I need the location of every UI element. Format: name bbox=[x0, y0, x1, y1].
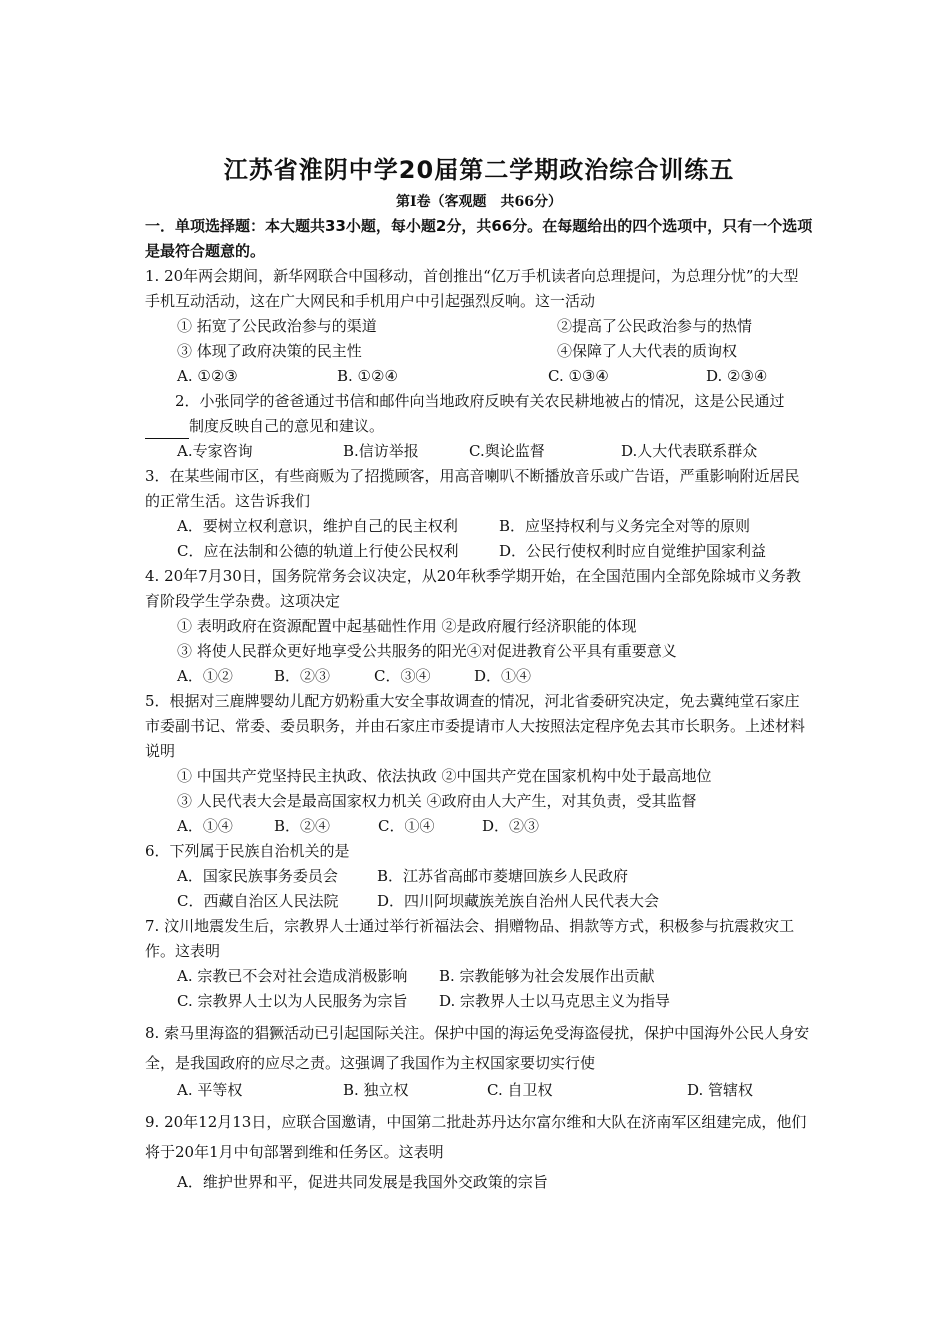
option-b: B．②④ bbox=[274, 817, 331, 835]
question-6-options-cd bbox=[145, 889, 813, 914]
question-3-stem: 3．在某些闹市区，有些商贩为了招揽顾客，用高音喇叭不断播放音乐或广告语，严重影响附近居民的正常生活。这告诉我们 bbox=[145, 467, 800, 510]
exam-page bbox=[145, 150, 813, 1197]
question-1 bbox=[145, 264, 813, 389]
option-c: C. 自卫权 bbox=[487, 1081, 553, 1099]
question-3-options-cd bbox=[145, 539, 813, 564]
question-7-options-cd bbox=[145, 989, 813, 1014]
question-2-options bbox=[145, 439, 813, 464]
question-8 bbox=[145, 1018, 813, 1103]
option-c: C. 宗教界人士以为人民服务为宗旨 bbox=[177, 992, 408, 1010]
question-1-options bbox=[145, 364, 813, 389]
statement-3: ③ 体现了政府决策的民主性 bbox=[177, 342, 362, 360]
option-c: C.舆论监督 bbox=[469, 442, 545, 460]
statement-1: ① 拓宽了公民政治参与的渠道 bbox=[177, 317, 377, 335]
question-2 bbox=[145, 389, 813, 464]
question-8-options bbox=[145, 1078, 813, 1103]
question-5-options bbox=[145, 814, 813, 839]
page-title: 江苏省淮阴中学20届第二学期政治综合训练五 bbox=[223, 156, 735, 184]
option-d: D. ②③④ bbox=[706, 367, 768, 385]
option-d: D．②③ bbox=[482, 817, 540, 835]
part-heading: 第Ⅰ卷（客观题 共66分） bbox=[395, 194, 563, 210]
question-7-options-ab bbox=[145, 964, 813, 989]
question-1-statements-b bbox=[145, 339, 813, 364]
option-a: A. 平等权 bbox=[177, 1081, 243, 1099]
option-b: B. 独立权 bbox=[343, 1081, 409, 1099]
question-3 bbox=[145, 464, 813, 564]
statement-2: ②提高了公民政治参与的热情 bbox=[557, 317, 753, 335]
option-c: C. ①③④ bbox=[548, 367, 609, 385]
option-a: A．国家民族事务委员会 bbox=[177, 867, 338, 885]
option-d: D．①④ bbox=[474, 667, 532, 685]
option-b: B.信访举报 bbox=[343, 442, 419, 460]
question-9 bbox=[145, 1107, 813, 1197]
question-4 bbox=[145, 564, 813, 689]
question-4-statements-34: ③ 将使人民群众更好地享受公共服务的阳光④对促进教育公平具有重要意义 bbox=[177, 642, 677, 660]
question-9-stem: 9. 20年12月13日，应联合国邀请，中国第二批赴苏丹达尔富尔维和大队在济南军区组建完成，他们将于20年1月中旬部署到维和任务区。这表明 bbox=[145, 1113, 807, 1161]
question-6 bbox=[145, 839, 813, 914]
option-d: D.人大代表联系群众 bbox=[621, 442, 758, 460]
option-d: D．四川阿坝藏族羌族自治州人民代表大会 bbox=[377, 892, 660, 910]
question-5-statements-34: ③ 人民代表大会是最高国家权力机关 ④政府由人大产生，对其负责，受其监督 bbox=[177, 792, 697, 810]
section-instructions: 一．单项选择题：本大题共33小题，每小题2分，共66分。在每题给出的四个选项中，只有一个选项是最符合题意的。 bbox=[145, 217, 813, 260]
option-a: A.专家咨询 bbox=[177, 442, 253, 460]
question-6-options-ab bbox=[145, 864, 813, 889]
question-5 bbox=[145, 689, 813, 839]
option-b: B．江苏省高邮市菱塘回族乡人民政府 bbox=[377, 867, 629, 885]
option-a: A. ①②③ bbox=[177, 367, 238, 385]
option-c: C．③④ bbox=[374, 667, 431, 685]
question-5-stem: 5．根据对三鹿牌婴幼儿配方奶粉重大安全事故调查的情况，河北省委研究决定，免去冀纯堂石家庄市委副书记、常委、委员职务，并由石家庄市委提请市人大按照法定程序免去其市长职务。上述材料说明 bbox=[145, 692, 806, 760]
option-a: A．①② bbox=[177, 667, 233, 685]
option-d: D. 管辖权 bbox=[687, 1081, 754, 1099]
option-b: B. 宗教能够为社会发展作出贡献 bbox=[439, 967, 655, 985]
question-8-stem: 8. 索马里海盗的猖獗活动已引起国际关注。保护中国的海运免受海盗侵扰，保护中国海外公民人身安全，是我国政府的应尽之责。这强调了我国作为主权国家要切实行使 bbox=[145, 1024, 810, 1072]
option-d: D．公民行使权利时应自觉维护国家利益 bbox=[499, 542, 767, 560]
question-4-statements-12: ① 表明政府在资源配置中起基础性作用 ②是政府履行经济职能的体现 bbox=[177, 617, 637, 635]
question-1-stem: 1. 20年两会期间，新华网联合中国移动，首创推出“亿万手机读者向总理提问，为总理分忧”的大型手机互动活动，这在广大网民和手机用户中引起强烈反响。这一活动 bbox=[145, 267, 799, 310]
question-4-options bbox=[145, 664, 813, 689]
option-b: B．应坚持权利与义务完全对等的原则 bbox=[499, 517, 751, 535]
question-5-statements-12: ① 中国共产党坚持民主执政、依法执政 ②中国共产党在国家机构中处于最高地位 bbox=[177, 767, 712, 785]
option-c: C．应在法制和公德的轨道上行使公民权利 bbox=[177, 542, 459, 560]
question-7-stem: 7. 汶川地震发生后，宗教界人士通过举行祈福法会、捐赠物品、捐款等方式，积极参与抗震救灾工作。这表明 bbox=[145, 917, 795, 960]
option-b: B. ①②④ bbox=[337, 367, 398, 385]
option-a: A．维护世界和平，促进共同发展是我国外交政策的宗旨 bbox=[177, 1173, 548, 1191]
option-c: C．①④ bbox=[378, 817, 435, 835]
option-a: A．要树立权利意识，维护自己的民主权利 bbox=[177, 517, 458, 535]
option-a: A．①④ bbox=[177, 817, 233, 835]
question-2-stem bbox=[145, 389, 813, 439]
question-7 bbox=[145, 914, 813, 1014]
question-4-stem: 4. 20年7月30日，国务院常务会议决定，从20年秋季学期开始，在全国范围内全部免除城市义务教育阶段学生学杂费。这项决定 bbox=[145, 567, 801, 610]
option-d: D. 宗教界人士以马克思主义为指导 bbox=[439, 992, 671, 1010]
question-6-stem: 6．下列属于民族自治机关的是 bbox=[145, 842, 350, 860]
question-2-stem-start: 2．小张同学的爸爸通过书信和邮件向当地政府反映有关农民耕地被占的情况，这是公民通过 bbox=[175, 392, 785, 410]
question-2-stem-end: 制度反映自己的意见和建议。 bbox=[189, 417, 385, 435]
option-c: C．西藏自治区人民法院 bbox=[177, 892, 339, 910]
question-1-statements-a bbox=[145, 314, 813, 339]
answer-blank bbox=[145, 420, 189, 439]
question-3-options-ab bbox=[145, 514, 813, 539]
option-a: A. 宗教已不会对社会造成消极影响 bbox=[177, 967, 408, 985]
statement-4: ④保障了人大代表的质询权 bbox=[557, 342, 738, 360]
option-b: B．②③ bbox=[274, 667, 331, 685]
